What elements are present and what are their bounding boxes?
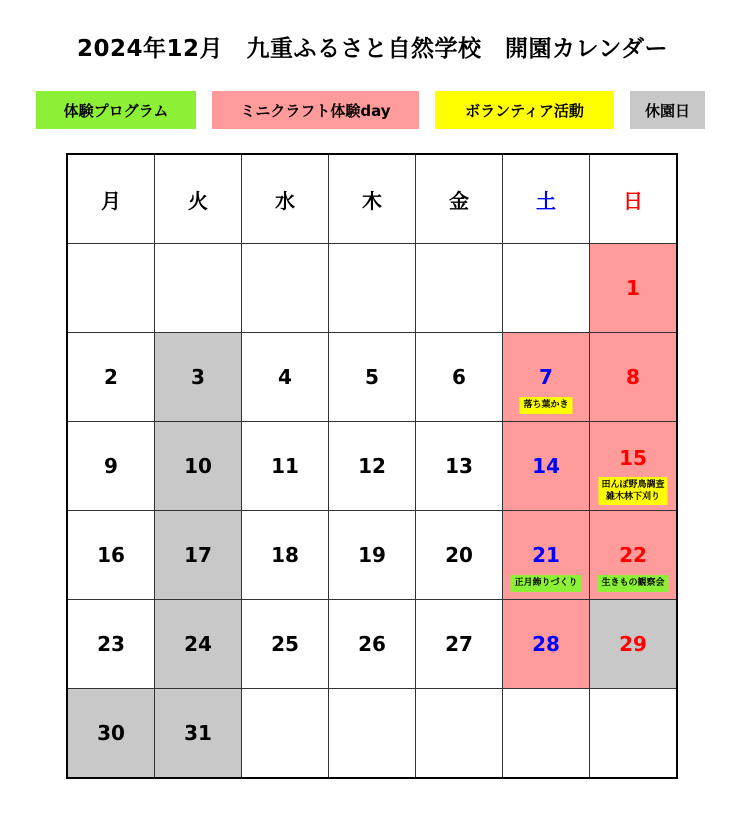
day-cell-empty	[503, 244, 590, 333]
day-cell-empty	[242, 689, 329, 779]
day-cell	[155, 333, 242, 422]
day-cell-empty	[67, 244, 155, 333]
day-cell-empty	[416, 689, 503, 779]
day-number: 15	[619, 446, 647, 470]
legend-experience-program: 体験プログラム	[36, 91, 196, 129]
day-number: 29	[619, 632, 647, 656]
day-number: 8	[626, 365, 640, 389]
day-number: 16	[97, 543, 125, 567]
day-cell	[590, 333, 678, 422]
day-number: 12	[358, 454, 386, 478]
day-number: 26	[358, 632, 386, 656]
weekday-fri: 金	[416, 154, 503, 244]
day-cell	[416, 422, 503, 511]
day-cell	[503, 333, 590, 422]
day-cell	[329, 333, 416, 422]
day-number: 27	[445, 632, 473, 656]
day-cell-empty	[242, 244, 329, 333]
legend-closed-day: 休園日	[630, 91, 705, 129]
calendar-table	[66, 153, 678, 779]
day-number: 11	[271, 454, 299, 478]
day-cell	[67, 333, 155, 422]
week-row	[67, 422, 677, 511]
weekday-header-row	[67, 154, 677, 244]
day-number: 6	[452, 365, 466, 389]
weekday-mon: 月	[67, 154, 155, 244]
day-number: 25	[271, 632, 299, 656]
day-number: 1	[626, 276, 640, 300]
day-cell-empty	[590, 689, 678, 779]
day-number: 5	[365, 365, 379, 389]
event-label-undergrowth-cutting: 雑木林下刈り	[605, 492, 661, 502]
weekday-thu: 木	[329, 154, 416, 244]
day-number: 21	[532, 543, 560, 567]
page-title: 2024年12月 九重ふるさと自然学校 開園カレンダー	[76, 36, 669, 62]
day-number: 22	[619, 543, 647, 567]
event-tag-leaf-raking: 落ち葉かき	[519, 397, 572, 414]
event-tag-volunteer	[598, 477, 667, 505]
day-cell	[242, 333, 329, 422]
day-cell	[503, 511, 590, 600]
day-cell-empty	[329, 244, 416, 333]
week-row	[67, 689, 677, 779]
day-cell	[329, 600, 416, 689]
day-cell-empty	[329, 689, 416, 779]
day-number: 24	[184, 632, 212, 656]
day-number: 9	[104, 454, 118, 478]
week-row	[67, 333, 677, 422]
day-number: 10	[184, 454, 212, 478]
day-cell	[590, 244, 678, 333]
day-cell-empty	[416, 244, 503, 333]
day-cell	[242, 422, 329, 511]
day-cell	[242, 511, 329, 600]
day-cell	[416, 600, 503, 689]
weekday-sun: 日	[590, 154, 678, 244]
day-number: 18	[271, 543, 299, 567]
day-cell	[416, 333, 503, 422]
day-cell	[67, 511, 155, 600]
day-cell	[590, 422, 678, 511]
day-cell	[155, 600, 242, 689]
day-cell	[67, 422, 155, 511]
weekday-sat: 土	[503, 154, 590, 244]
day-cell	[67, 689, 155, 779]
day-cell	[155, 422, 242, 511]
week-row	[67, 244, 677, 333]
legend-mini-craft-day: ミニクラフト体験day	[212, 91, 419, 129]
day-cell	[503, 422, 590, 511]
day-number: 3	[191, 365, 205, 389]
day-cell	[155, 511, 242, 600]
day-cell	[590, 600, 678, 689]
day-cell	[242, 600, 329, 689]
day-number: 19	[358, 543, 386, 567]
day-number: 13	[445, 454, 473, 478]
week-row	[67, 511, 677, 600]
day-cell-empty	[503, 689, 590, 779]
day-number: 2	[104, 365, 118, 389]
event-tag-new-year-decoration: 正月飾りづくり	[510, 575, 581, 592]
day-cell	[503, 600, 590, 689]
day-cell	[590, 511, 678, 600]
day-number: 28	[532, 632, 560, 656]
event-tag-nature-observation: 生きもの観察会	[597, 575, 668, 592]
day-number: 30	[97, 721, 125, 745]
week-row	[67, 600, 677, 689]
event-label-bird-survey: 田んぼ野鳥調査	[601, 480, 665, 490]
day-cell-empty	[155, 244, 242, 333]
day-number: 23	[97, 632, 125, 656]
legend-volunteer-activity: ボランティア活動	[435, 91, 614, 129]
weekday-tue: 火	[155, 154, 242, 244]
day-cell	[67, 600, 155, 689]
day-number: 31	[184, 721, 212, 745]
day-cell	[155, 689, 242, 779]
day-cell	[329, 511, 416, 600]
day-number: 17	[184, 543, 212, 567]
day-cell	[416, 511, 503, 600]
weekday-wed: 水	[242, 154, 329, 244]
day-number: 14	[532, 454, 560, 478]
day-number: 20	[445, 543, 473, 567]
day-number: 4	[278, 365, 292, 389]
day-cell	[329, 422, 416, 511]
day-number: 7	[539, 365, 553, 389]
